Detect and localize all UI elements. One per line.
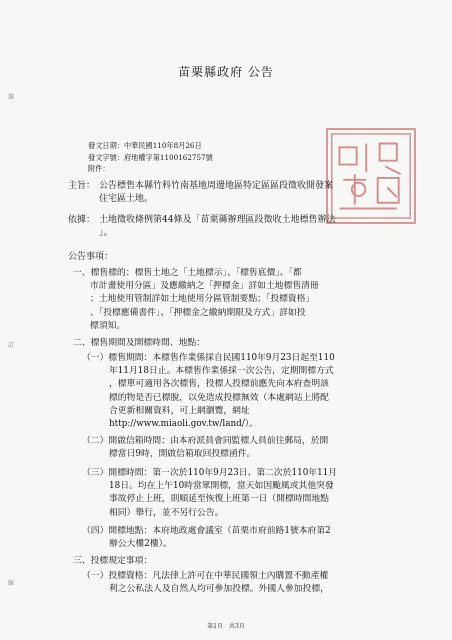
basis-line-1: 土地徵收條例第44條及「苗栗縣辦理區段徵收土地標售辦法: [99, 215, 336, 225]
item-3-1-line-2: 利之公私法人及自然人均可參加投標。外國人參加投標，: [109, 584, 329, 595]
item-2-1-line-3: ，標單可適用各次標售，投標人投標前應先向本府查明該: [109, 379, 329, 390]
item-2-3-line-1: （三）開標時間：第一次於110年9月23日、第二次於110年11月: [82, 468, 338, 478]
binding-mark-middle: 訂: [8, 342, 15, 349]
page-number-footer: 第1頁 共3頁: [207, 623, 245, 630]
binding-mark-bottom: 線: [8, 580, 15, 587]
item-1-line-3: ；土地使用管制詳如土地使用分區管制要點；「投標資格」: [90, 294, 315, 305]
item-2-3-line-4: 相同）舉行，並不另行公告。: [109, 507, 224, 518]
document-number: 發文字號：府地權字第1100162757號: [88, 153, 213, 162]
item-2-1-line-4: 標的物是否已標脫，以免造成投標無效（本處網站上將配: [109, 392, 329, 403]
item-2-1-line-2: 年11月18日止。本標售作業係採一次公告，定期開標方式: [109, 366, 334, 377]
item-2-4-line-2: 辦公大樓2樓）。: [109, 539, 172, 550]
item-2-3-line-3: 事故停止上班，則順延至恢復上班第一日（開標時間地點: [109, 494, 329, 505]
page-title: 苗栗縣政府 公告: [178, 65, 274, 79]
item-2-1-line-5: 合更新相關資料，可上網瀏覽，網址: [109, 405, 250, 416]
item-3-1-line-1: （一）投標資格：凡法律上許可在中華民國領土內購置不動產權: [82, 571, 329, 581]
item-2-heading: 二、標售期間及開標時間、地點：: [73, 338, 205, 348]
item-2-3-line-2: 18日。均在上午10時當眾開標，當天如因颱風或其他突發: [109, 481, 334, 492]
subject-line-1: 公告標售本縣竹科竹南基地周邊地區特定區區段徵收開發案: [99, 181, 334, 191]
attachments: 附件：: [88, 164, 110, 173]
item-1-line-1: 一、標售標的：標售土地之「土地標示」、「標售底價」、「都: [73, 268, 302, 278]
basis-block: [68, 214, 418, 243]
website-url: http://www.miaoli.gov.tw/land/）。: [109, 419, 258, 430]
item-2-1-block: [82, 352, 419, 431]
item-2-2-line-2: 標當日9時，開啟信箱取回投標函件。: [109, 449, 256, 460]
official-seal-stamp: [326, 128, 416, 224]
item-1-line-4: 、「投標應備書件」、「押標金之繳納期限及方式」詳如投: [90, 307, 306, 318]
subject-line-2: 住宅區土地。: [99, 194, 154, 204]
binding-mark-top: 裝: [8, 94, 15, 101]
notice-heading: 公告事項：: [68, 252, 114, 262]
item-1-block: [73, 267, 418, 333]
item-1-line-2: 市計畫使用分區」及應繳納之「押標金」詳如土地標售清冊: [90, 281, 319, 292]
item-2-2-block: [82, 435, 419, 461]
item-3-1-block: [82, 570, 419, 596]
subject-label: 主旨：: [68, 181, 96, 191]
item-2-1-line-1: （一）標售期間：本標售作業係採自民國110年9月23日起至110: [82, 353, 335, 363]
item-3-heading: 三、投標規定事項：: [73, 556, 153, 566]
item-2-2-line-1: （二）開啟信箱時間：由本府派員會同監標人員前往郵局，於開: [82, 436, 329, 446]
item-1-line-5: 標須知。: [90, 320, 126, 331]
item-2-4-line-1: （四）開標地點：本府地政處會議室（苗栗市府前路1號本府第2: [82, 526, 331, 536]
subject-block: [68, 180, 418, 209]
basis-label: 依據：: [68, 215, 96, 225]
issue-date: 發文日期：中華民國110年8月26日: [88, 141, 202, 150]
item-2-4-block: [82, 525, 419, 551]
item-2-3-block: [82, 467, 419, 520]
basis-line-2: 」。: [99, 228, 113, 238]
